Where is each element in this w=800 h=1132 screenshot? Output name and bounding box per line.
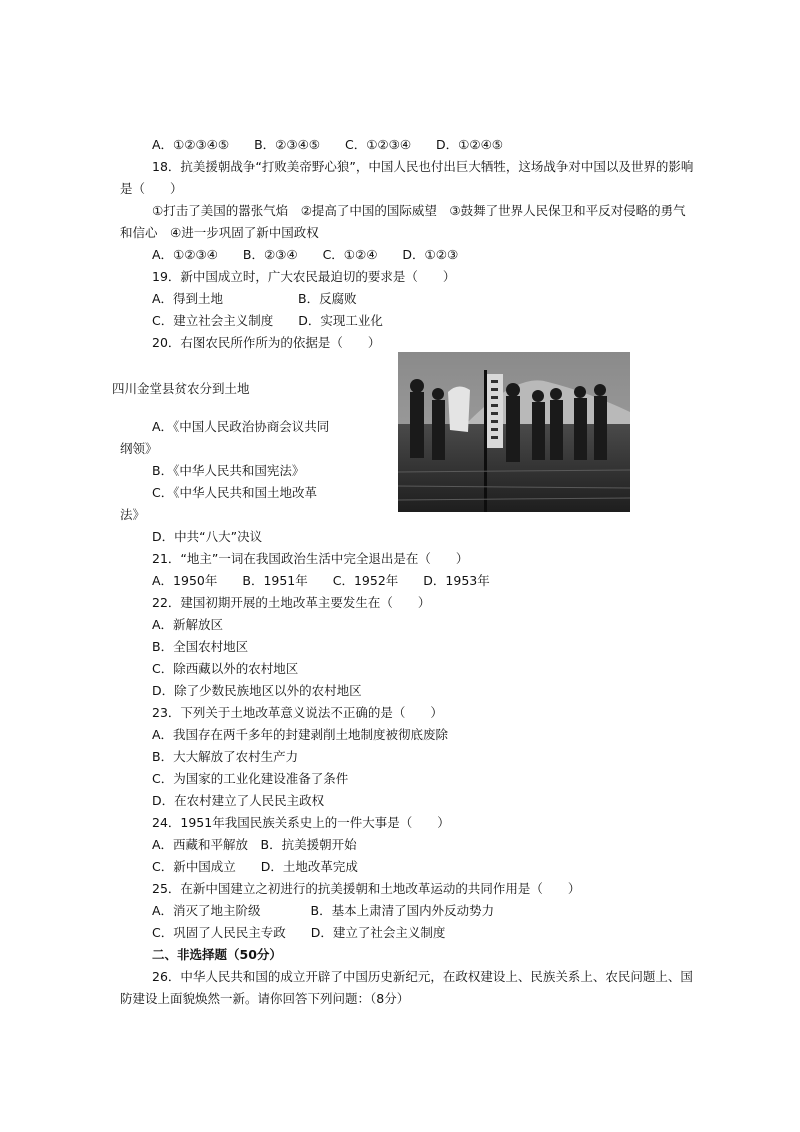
q20-option-c-line1: C．《中华人民共和国土地改革 (152, 485, 317, 500)
q18-items-line2: 和信心 ④进一步巩固了新中国政权 (120, 225, 319, 240)
q20-stem: 20．右图农民所作所为的依据是（ ） (152, 335, 381, 350)
q19-stem: 19．新中国成立时，广大农民最迫切的要求是（ ） (152, 269, 456, 284)
q20-option-a-line1: A．《中国人民政治协商会议共同 (152, 419, 330, 434)
q17-options: A．①②③④⑤ B．②③④⑤ C．①②③④ D．①②④⑤ (152, 137, 503, 152)
q19-options-ab: A．得到土地 B．反腐败 (152, 291, 357, 306)
q20-photo-caption: 四川金堂县贫农分到土地 (112, 381, 250, 396)
q23-option-d: D．在农村建立了人民民主政权 (152, 793, 325, 808)
q26-stem-line1: 26．中华人民共和国的成立开辟了中国历史新纪元，在政权建设上、民族关系上、农民问题上、国 (152, 969, 693, 984)
q24-options-ab: A．西藏和平解放 B．抗美援朝开始 (152, 837, 357, 852)
q21-options: A．1950年 B．1951年 C．1952年 D．1953年 (152, 573, 490, 588)
q22-option-a: A．新解放区 (152, 617, 224, 632)
q21-stem: 21．“地主”一词在我国政治生活中完全退出是在（ ） (152, 551, 469, 566)
q20-option-a-line2: 纲领》 (120, 441, 158, 456)
q23-stem: 23．下列关于土地改革意义说法不正确的是（ ） (152, 705, 443, 720)
q23-option-b: B．大大解放了农村生产力 (152, 749, 299, 764)
q18-stem-line2: 是（ ） (120, 181, 183, 196)
q20-option-b: B．《中华人民共和国宪法》 (152, 463, 305, 478)
q25-stem: 25．在新中国建立之初进行的抗美援朝和土地改革运动的共同作用是（ ） (152, 881, 581, 896)
q22-stem: 22．建国初期开展的土地改革主要发生在（ ） (152, 595, 431, 610)
q20-option-c-line2: 法》 (120, 507, 146, 522)
land-reform-photo-drawing (398, 352, 630, 512)
q25-options-cd: C．巩固了人民民主专政 D．建立了社会主义制度 (152, 925, 446, 940)
section-two-heading: 二、非选择题（50分） (152, 947, 282, 962)
q25-options-ab: A．消灭了地主阶级 B．基本上肃清了国内外反动势力 (152, 903, 495, 918)
q23-option-c: C．为国家的工业化建设准备了条件 (152, 771, 349, 786)
q22-option-d: D．除了少数民族地区以外的农村地区 (152, 683, 362, 698)
q22-option-b: B．全国农村地区 (152, 639, 249, 654)
q18-stem-line1: 18．抗美援朝战争“打败美帝野心狼”，中国人民也付出巨大牺牲，这场战争对中国以及世界的影响 (152, 159, 694, 174)
q18-items-line1: ①打击了美国的嚣张气焰 ②提高了中国的国际威望 ③鼓舞了世界人民保卫和平反对侵略的勇气 (152, 203, 686, 218)
q18-options: A．①②③④ B．②③④ C．①②④ D．①②③ (152, 247, 459, 262)
q22-option-c: C．除西藏以外的农村地区 (152, 661, 299, 676)
q24-options-cd: C．新中国成立 D．土地改革完成 (152, 859, 358, 874)
q23-option-a: A．我国存在两千多年的封建剥削土地制度被彻底废除 (152, 727, 449, 742)
q19-options-cd: C．建立社会主义制度 D．实现工业化 (152, 313, 383, 328)
q24-stem: 24．1951年我国民族关系史上的一件大事是（ ） (152, 815, 450, 830)
q26-stem-line2: 防建设上面貌焕然一新。请你回答下列问题：（8分） (120, 991, 410, 1006)
land-reform-photo (398, 352, 630, 512)
q20-option-d: D．中共“八大”决议 (152, 529, 263, 544)
